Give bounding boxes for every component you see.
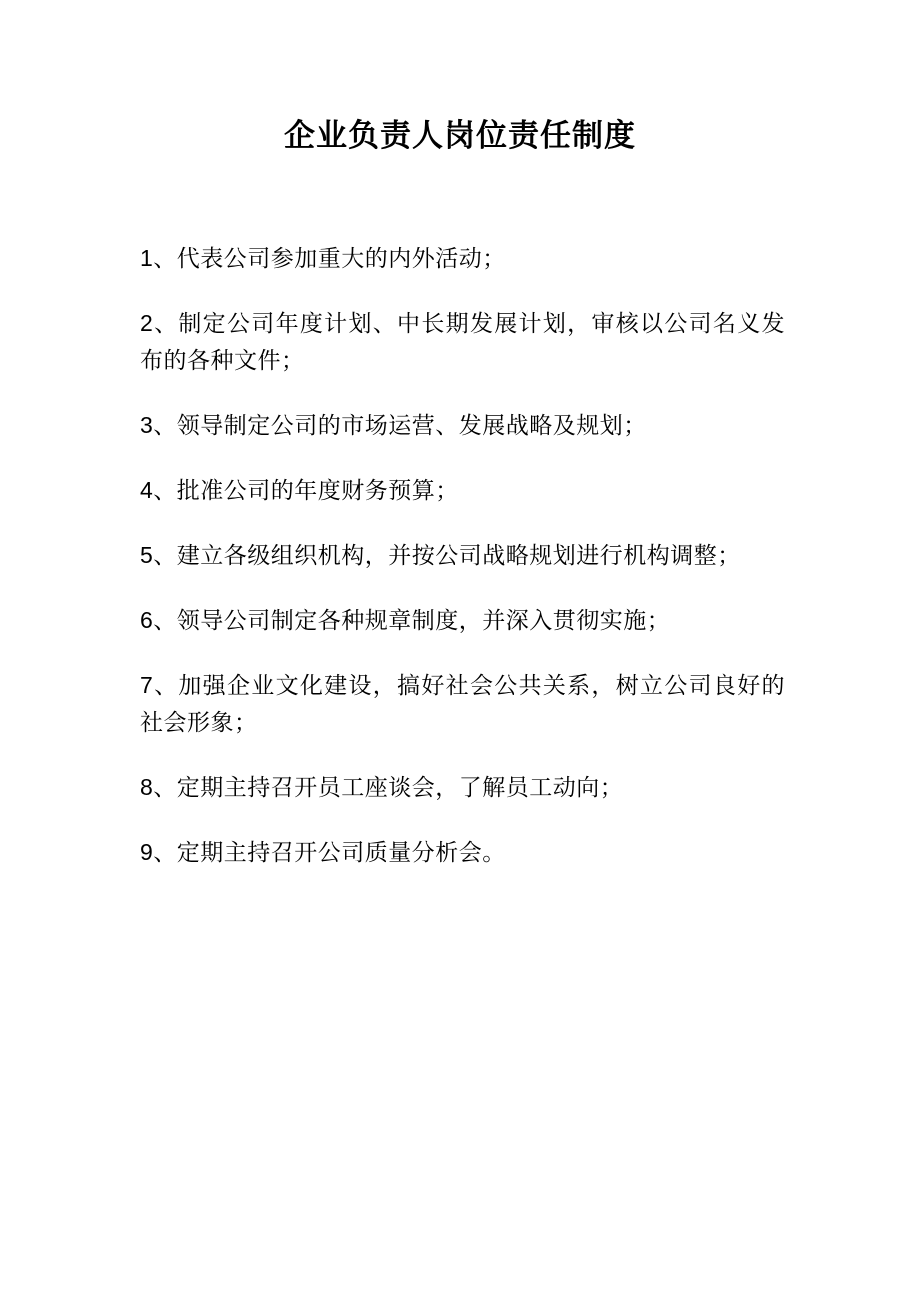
clause-item: [140, 834, 785, 872]
clause-number: 6: [140, 607, 154, 633]
clause-separator: 、: [153, 775, 177, 801]
clause-item: [140, 602, 785, 640]
clause-text: 定期主持召开公司质量分析会。: [176, 840, 506, 866]
clause-separator: 、: [153, 543, 177, 569]
document-title: 企业负责人岗位责任制度: [284, 118, 636, 154]
clause-number: 9: [140, 839, 154, 865]
clause-number: 8: [140, 774, 154, 800]
clause-number: 7: [140, 672, 154, 698]
clause-separator: 、: [153, 608, 177, 634]
clause-text: 加强企业文化建设，搞好社会公共关系，树立公司良好的社会形象；: [140, 673, 786, 736]
clause-text: 批准公司的年度财务预算；: [176, 478, 459, 504]
clause-separator: 、: [153, 478, 177, 504]
clause-number: 3: [140, 412, 154, 438]
clause-text: 领导公司制定各种规章制度，并深入贯彻实施；: [176, 608, 671, 634]
clause-item: [140, 407, 785, 445]
clause-number: 2: [140, 310, 154, 336]
clause-text: 代表公司参加重大的内外活动；: [176, 246, 506, 272]
clause-separator: 、: [153, 413, 177, 439]
clause-item: [140, 667, 785, 742]
clause-item: [140, 240, 785, 278]
clause-separator: 、: [153, 840, 177, 866]
clause-text: 领导制定公司的市场运营、发展战略及规划；: [176, 413, 647, 439]
clause-number: 1: [140, 245, 154, 271]
clause-text: 建立各级组织机构，并按公司战略规划进行机构调整；: [176, 543, 741, 569]
clause-text: 制定公司年度计划、中长期发展计划，审核以公司名义发布的各种文件；: [140, 311, 786, 374]
clause-text: 定期主持召开员工座谈会，了解员工动向；: [176, 775, 624, 801]
clause-separator: 、: [153, 673, 179, 699]
clause-item: [140, 769, 785, 807]
clause-separator: 、: [153, 311, 179, 337]
clause-item: [140, 472, 785, 510]
clause-item: [140, 537, 785, 575]
clause-separator: 、: [153, 246, 177, 272]
clause-number: 4: [140, 477, 154, 503]
clause-item: [140, 305, 785, 380]
clause-number: 5: [140, 542, 154, 568]
clause-list: [140, 240, 785, 899]
